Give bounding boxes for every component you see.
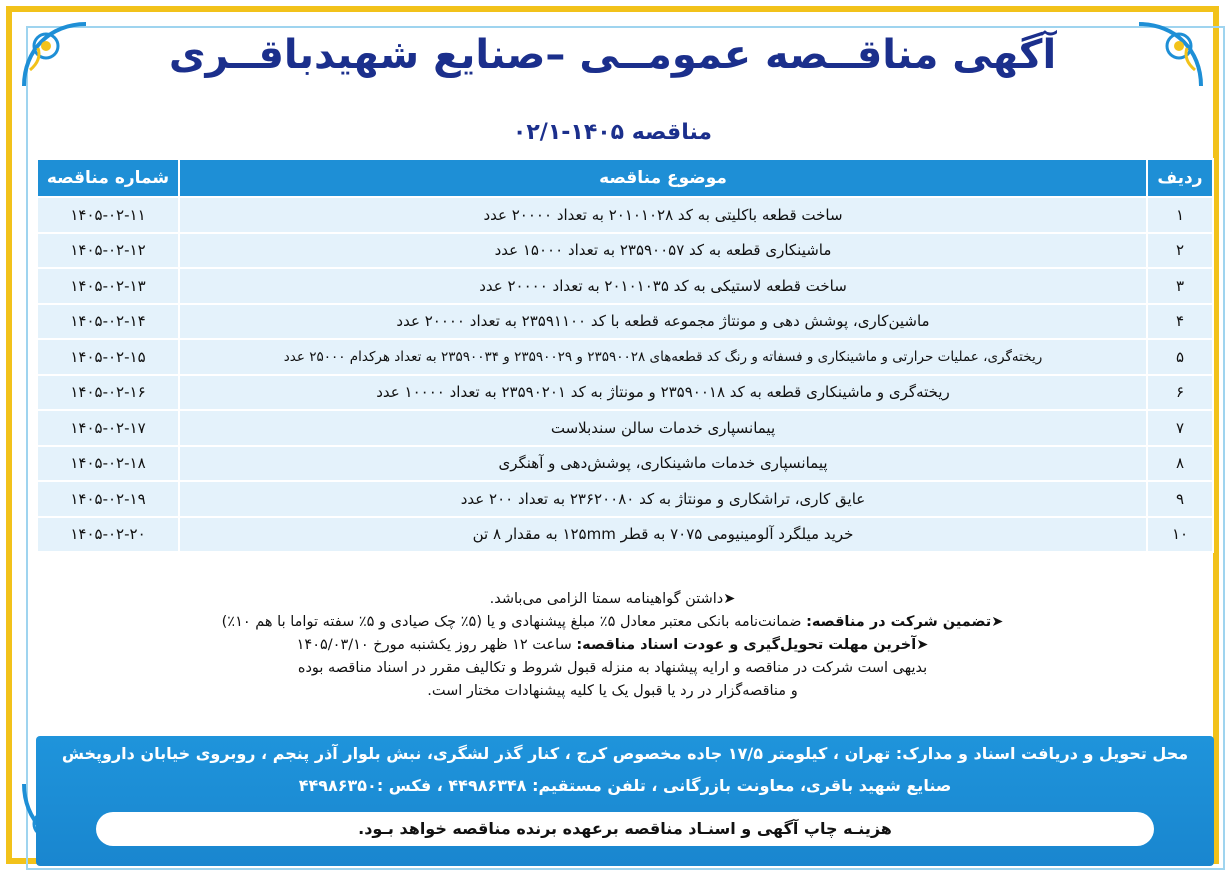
bullet-icon: ➤ [991, 614, 1004, 630]
ad-frame [6, 6, 1219, 864]
row-subject: ماشین‌کاری، پوشش دهی و مونتاژ مجموعه قطعه با کد ۲۳۵۹۱۱۰۰ به تعداد ۲۰۰۰۰ عدد [179, 304, 1147, 340]
note-guarantee: ➤تضمین شرکت در مناقصه: ضمانت‌نامه بانکی معتبر معادل ۵٪ مبلغ پیشنهادی و یا (۵٪ چک صیادی و ۵٪ سفته تواما با هم ۱۰٪) [221, 614, 1004, 630]
row-index: ۸ [1147, 446, 1213, 482]
table-row [37, 375, 1213, 411]
row-subject: پیمانسپاری خدمات ماشینکاری، پوشش‌دهی و آهنگری [179, 446, 1147, 482]
table-row [37, 517, 1213, 553]
row-subject: ماشینکاری قطعه به کد ۲۳۵۹۰۰۵۷ به تعداد ۱۵۰۰۰ عدد [179, 233, 1147, 269]
table-row [37, 446, 1213, 482]
note-deadline: ➤آخرین مهلت تحویل‌گیری و عودت اسناد مناقصه: ساعت ۱۲ ظهر روز یکشنبه مورخ ۱۴۰۵/۰۳/۱۰ [296, 637, 929, 653]
page-title: آگهی مناقــصه عمومــی –صنایع شهیدباقــری [168, 32, 1057, 78]
row-subject: ساخت قطعه باکلیتی به کد ۲۰۱۰۱۰۲۸ به تعداد ۲۰۰۰۰ عدد [179, 197, 1147, 233]
note-acceptance: بدیهی است شرکت در مناقصه و ارایه پیشنهاد به منزله قبول شروط و تکالیف مقرر در اسناد مناقصه بوده [297, 660, 928, 676]
table-row [37, 268, 1213, 304]
row-tender-number: ۱۴۰۵-۰۲-۱۴ [37, 304, 179, 340]
header-row-number: ردیف [1147, 159, 1213, 197]
row-index: ۳ [1147, 268, 1213, 304]
row-index: ۴ [1147, 304, 1213, 340]
conditions-notes [72, 588, 1153, 703]
table-row [37, 233, 1213, 269]
contact-banner [36, 736, 1214, 866]
bullet-icon: ➤ [916, 637, 929, 653]
row-index: ۱ [1147, 197, 1213, 233]
row-index: ۹ [1147, 481, 1213, 517]
row-index: ۲ [1147, 233, 1213, 269]
table-header-row [37, 159, 1213, 197]
row-subject: ریخته‌گری و ماشینکاری قطعه به کد ۲۳۵۹۰۰۱۸ و مونتاژ به کد ۲۳۵۹۰۲۰۱ به تعداد ۱۰۰۰۰ عدد [179, 375, 1147, 411]
header-subject: موضوع مناقصه [179, 159, 1147, 197]
row-tender-number: ۱۴۰۵-۰۲-۱۷ [37, 410, 179, 446]
row-subject: پیمانسپاری خدمات سالن سندبلاست [179, 410, 1147, 446]
row-tender-number: ۱۴۰۵-۰۲-۱۲ [37, 233, 179, 269]
table-row [37, 304, 1213, 340]
row-index: ۵ [1147, 339, 1213, 375]
row-tender-number: ۱۴۰۵-۰۲-۱۶ [37, 375, 179, 411]
cost-note: هزینـه چاپ آگهی و اسنـاد مناقصه برعهده برنده مناقصه خواهد بـود. [96, 812, 1154, 846]
table-row [37, 339, 1213, 375]
note-certificate: ➤داشتن گواهینامه سمتا الزامی می‌باشد. [489, 591, 736, 607]
row-tender-number: ۱۴۰۵-۰۲-۱۳ [37, 268, 179, 304]
table-row [37, 410, 1213, 446]
row-tender-number: ۱۴۰۵-۰۲-۱۱ [37, 197, 179, 233]
row-subject: عایق کاری، تراشکاری و مونتاژ به کد ۲۳۶۲۰۰۸۰ به تعداد ۲۰۰ عدد [179, 481, 1147, 517]
note-rights: و مناقصه‌گزار در رد یا قبول یک یا کلیه پیشنهادات مختار است. [427, 683, 798, 699]
row-tender-number: ۱۴۰۵-۰۲-۲۰ [37, 517, 179, 553]
table-row [37, 197, 1213, 233]
contact-line: صنایع شهید باقری، معاونت بازرگانی ، تلفن مستقیم: ۴۴۹۸۶۳۴۸ ، فکس :۴۴۹۸۶۳۵۰ [298, 776, 952, 795]
header-tender-number: شماره مناقصه [37, 159, 179, 197]
row-tender-number: ۱۴۰۵-۰۲-۱۵ [37, 339, 179, 375]
row-subject: ریخته‌گری، عملیات حرارتی و ماشینکاری و فسفاته و رنگ کد قطعه‌های ۲۳۵۹۰۰۲۸ و ۲۳۵۹۰۰۲۹ و ۲۳۵۹۰۰۳۴ به تعداد هرکدام ۲۵۰۰۰ عدد [179, 339, 1147, 375]
address-line: محل تحویل و دریافت اسناد و مدارک: تهران ، کیلومتر ۱۷/۵ جاده مخصوص کرج ، کنار گذر لشگری، نبش بلوار آذر پنجم ، روبروی خیابان داروپخش [61, 744, 1189, 763]
row-tender-number: ۱۴۰۵-۰۲-۱۹ [37, 481, 179, 517]
row-index: ۶ [1147, 375, 1213, 411]
row-tender-number: ۱۴۰۵-۰۲-۱۸ [37, 446, 179, 482]
row-subject: ساخت قطعه لاستیکی به کد ۲۰۱۰۱۰۳۵ به تعداد ۲۰۰۰۰ عدد [179, 268, 1147, 304]
row-index: ۷ [1147, 410, 1213, 446]
tender-number-title: مناقصه ۱۴۰۵-۰۲/۱ [512, 120, 713, 145]
table-row [37, 481, 1213, 517]
row-subject: خرید میلگرد آلومینیومی ۷۰۷۵ به قطر ۱۲۵mm به مقدار ۸ تن [179, 517, 1147, 553]
tender-table [36, 158, 1214, 553]
row-index: ۱۰ [1147, 517, 1213, 553]
bullet-icon: ➤ [723, 591, 736, 607]
